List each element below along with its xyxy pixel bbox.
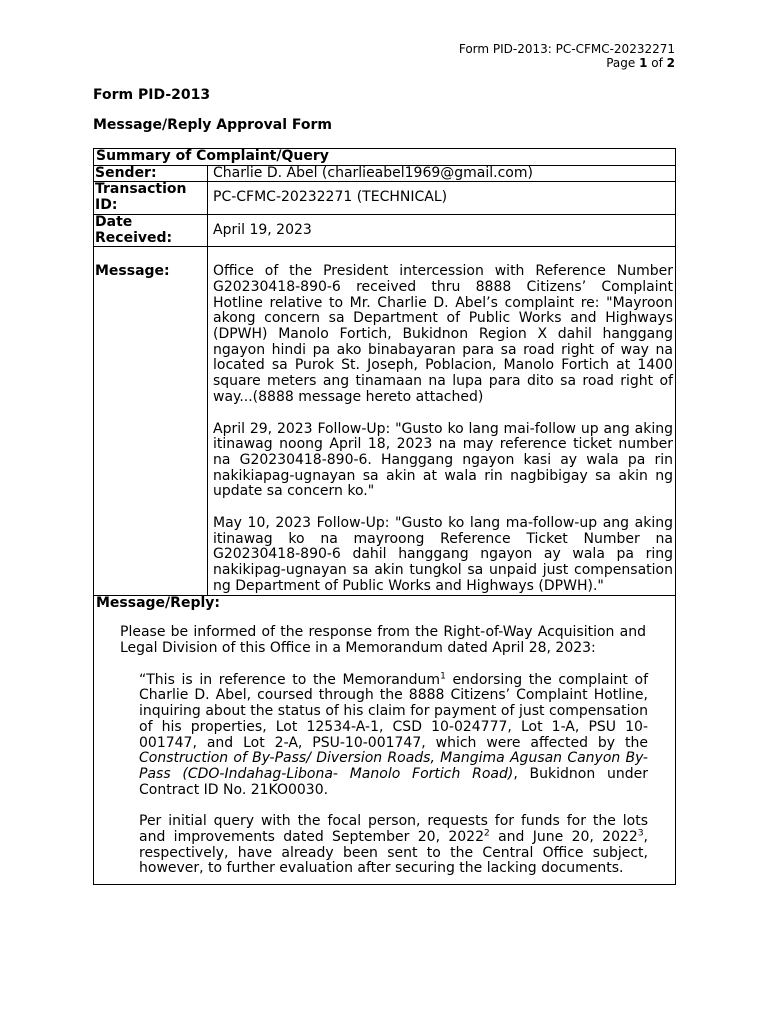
reply-body (96, 611, 673, 884)
footnote-ref-3: 3 (637, 828, 644, 839)
sender-value: Charlie D. Abel (charlieabel1969@gmail.com) (208, 165, 676, 182)
reply-row (94, 595, 676, 885)
footnote-ref-2: 2 (484, 828, 490, 839)
form-reference: Form PID-2013: PC-CFMC-20232271 (458, 42, 675, 56)
form-title: Form PID-2013 (93, 87, 211, 103)
summary-heading-row (94, 149, 676, 166)
date-received-value: April 19, 2023 (208, 214, 676, 246)
date-received-label: Date Received: (94, 214, 208, 246)
footnote-ref-1: 1 (440, 671, 446, 682)
page-header (459, 42, 675, 70)
transaction-row (94, 182, 676, 214)
message-body (208, 247, 676, 595)
form-subtitle: Message/Reply Approval Form (93, 117, 333, 133)
message-followup-1: April 29, 2023 Follow-Up: "Gusto ko lang mai-follow up ang aking itinawag noong April 18, 2023 na may reference ticket number na G20230418-890-6. Hanggang ngayon kasi ay wala pa rin nakikiapag-ugnayan sa akin at wala rin nagbibigay sa akin ng update sa concern ko." (213, 420, 673, 500)
approval-form-table (93, 148, 676, 885)
transaction-label: Transaction ID: (94, 182, 208, 214)
project-name: Construction of By-Pass/ Diversion Roads, Mangima Agusan Canyon By-Pass (CDO-Indahag-Libona- Manolo Fortich Road) (139, 750, 648, 782)
sender-label: Sender: (94, 165, 208, 182)
funds-request-paragraph: Per initial query with the focal person, requests for funds for the lots and improvements dated September 20, 2022$^2$ and June 20, 2022$^3$, respectively, have already been sent to the Central Office subject, however, to further evaluation after securing the lacking documents. (139, 813, 648, 877)
memorandum-quote: “This is in reference to the Memorandum$^1$ endorsing the complaint of Charlie D. Abel, coursed through the 8888 Citizens’ Complaint Hotline, inquiring about the status of his claim for payment of just compensation of his properties, Lot 12534-A-1, CSD 10-024777, Lot 1-A, PSU 10-001747, and Lot 2-A, PSU-10-001747, which were affected by the Construction of By-Pass/ Diversion Roads, Mangima Agusan Canyon By-Pass (CDO-Indahag-Libona- Manolo Fortich Road), Bukidnon under Contract ID No. 21KO0030. (139, 671, 648, 798)
reply-intro: Please be informed of the response from the Right-of-Way Acquisition and Legal Division of this Office in a Memorandum dated April 28, 2023: (120, 624, 646, 656)
message-paragraph: Office of the President intercession with Reference Number G20230418-890-6 received thru 8888 Citizens’ Complaint Hotline relative to Mr. Charlie D. Abel’s complaint re: "Mayroon akong concern sa Department of Public Works and Highways (DPWH) Manolo Fortich, Bukidnon Region X dahil hanggang ngayon hindi pa ako binabayaran para sa road right of way na located sa Purok St. Joseph, Poblacion, Manolo Fortich at 1400 square meters ang tinamaan na lupa para dito sa road right of way...(8888 message hereto attached) (213, 263, 673, 405)
page-number: Page 1 of 2 (606, 56, 675, 70)
message-row (94, 247, 676, 595)
transaction-value: PC-CFMC-20232271 (TECHNICAL) (208, 182, 676, 214)
message-label: Message: (94, 247, 208, 595)
date-received-row (94, 214, 676, 246)
reply-cell (94, 595, 676, 885)
reply-heading: Message/Reply: (96, 594, 220, 611)
message-followup-2: May 10, 2023 Follow-Up: "Gusto ko lang ma-follow-up ang aking itinawag ko na mayroong Reference Ticket Number na G20230418-890-6 dahil hanggang ngayon ay wala pa ring nakikipag-ugnayan sa akin tungkol sa unpaid just compensation ng Department of Public Works and Highways (DPWH)." (213, 515, 673, 594)
summary-heading: Summary of Complaint/Query (94, 149, 676, 166)
sender-row (94, 165, 676, 182)
